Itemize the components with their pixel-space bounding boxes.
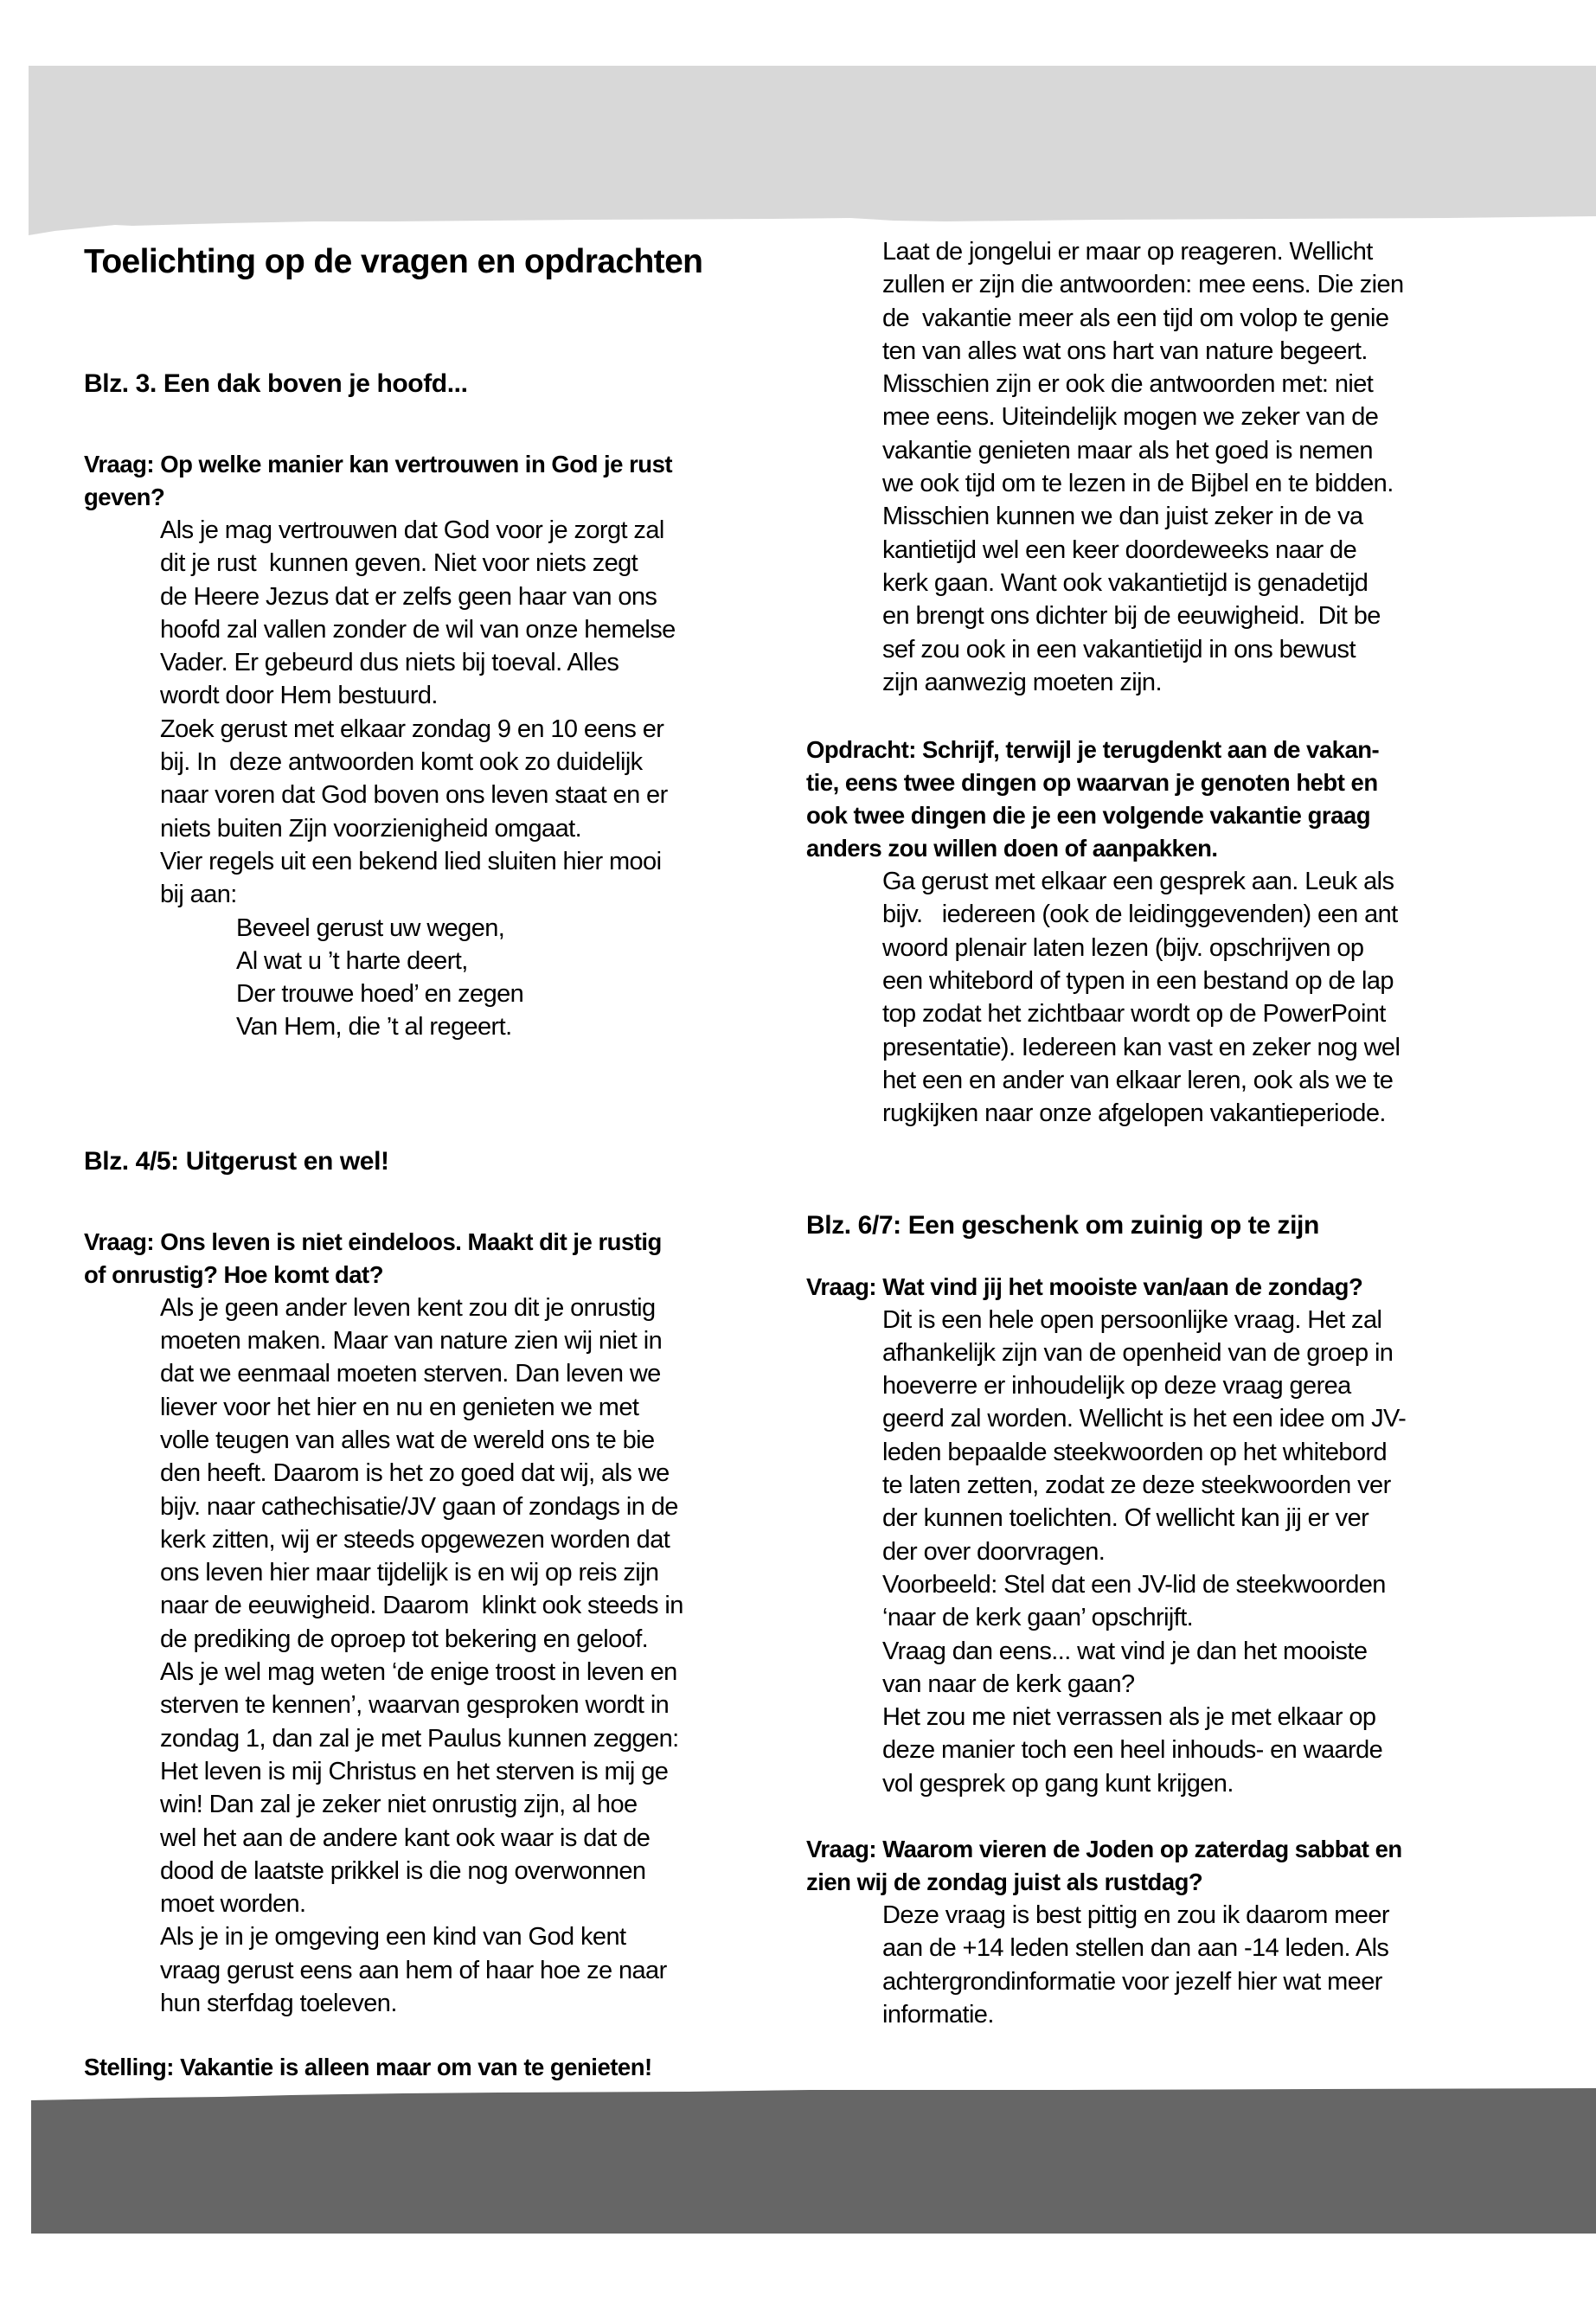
answer-line: hoofd zal vallen zonder de wil van onze hemelse — [160, 615, 676, 644]
assignment-heading — [806, 734, 1524, 865]
answer-line: dood de laatste prikkel is die nog overwonnen — [160, 1856, 646, 1885]
torn-paper-shape — [29, 66, 1596, 235]
answer-life-not-endless — [160, 1292, 793, 2021]
answer-line: Dit is een hele open persoonlijke vraag. Het zal — [882, 1305, 1382, 1334]
answer-line: dat we eenmaal moeten sterven. Dan leven we — [160, 1360, 661, 1388]
answer-line: sef zou ook in een vakantietijd in ons bewust — [882, 635, 1356, 663]
answer-line: leden bepaalde steekwoorden op het whitebord — [882, 1438, 1388, 1466]
question-trust-god — [84, 448, 793, 514]
answer-line: naar voren dat God boven ons leven staat en er — [160, 781, 668, 810]
answer-line: bij aan: — [160, 881, 237, 909]
answer-line: de Heere Jezus dat er zelfs geen haar van ons — [160, 582, 657, 611]
verse-line: Al wat u ’t harte deert, — [236, 946, 468, 975]
answer-line: achtergrondinformatie voor jezelf hier wat meer — [882, 1967, 1382, 1996]
left-column — [84, 235, 793, 2084]
right-column — [806, 235, 1524, 2031]
answer-line: vakantie genieten maar als het goed is nemen — [882, 436, 1373, 465]
answer-line: kerk gaan. Want ook vakantietijd is genadetijd — [882, 568, 1368, 597]
answer-line: woord plenair laten lezen (bijv. opschrijven op — [882, 933, 1364, 962]
answer-line: zijn aanwezig moeten zijn. — [882, 668, 1162, 696]
answer-line: hoeverre er inhoudelijk op deze vraag gerea — [882, 1372, 1351, 1400]
answer-line: niets buiten Zijn voorzienigheid omgaat. — [160, 814, 582, 843]
answer-line: ‘naar de kerk gaan’ opschrijft. — [882, 1604, 1194, 1632]
answer-line: bij. In deze antwoorden komt ook zo duidelijk — [160, 748, 643, 777]
verse-line: Van Hem, die ’t al regeert. — [236, 1013, 512, 1042]
answer-line: zondag 1, dan zal je met Paulus kunnen zeggen: — [160, 1724, 679, 1753]
assignment-line: anders zou willen doen of aanpakken. — [806, 835, 1218, 862]
question-sabbath — [806, 1833, 1524, 1899]
question-line: Vraag: Ons leven is niet eindeloos. Maakt dit je rustig — [84, 1227, 662, 1255]
answer-line: liever voor het hier en nu en genieten we met — [160, 1393, 639, 1421]
answer-line: volle teugen van alles wat de wereld ons te bie — [160, 1426, 655, 1454]
answer-line: sterven te kennen’, waarvan gesproken wordt in — [160, 1691, 670, 1720]
question-line: Vraag: Waarom vieren de Joden op zaterdag sabbat en — [806, 1835, 1402, 1862]
question-sunday-best: Vraag: Wat vind jij het mooiste van/aan de zondag? — [806, 1272, 1363, 1300]
section-heading-blz67: Blz. 6/7: Een geschenk om zuinig op te zijn — [806, 1210, 1319, 1240]
torn-paper-shape — [31, 2088, 1596, 2235]
question-line: geven? — [84, 484, 165, 510]
page-title: Toelichting op de vragen en opdrachten — [84, 243, 703, 280]
answer-line: afhankelijk zijn van de openheid van de groep in — [882, 1338, 1394, 1367]
answer-line: kerk zitten, wij er steeds opgewezen worden dat — [160, 1525, 670, 1554]
answer-line: te laten zetten, zodat ze deze steekwoorden ver — [882, 1471, 1391, 1500]
answer-line: de prediking de oproep tot bekering en geloof. — [160, 1625, 649, 1653]
answer-line: Het zou me niet verrassen als je met elkaar op — [882, 1703, 1376, 1732]
answer-line: zullen er zijn die antwoorden: mee eens. Die zien — [882, 271, 1404, 299]
answer-line: het een en ander van elkaar leren, ook als we te — [882, 1066, 1394, 1094]
answer-line: bijv. naar cathechisatie/JV gaan of zondags in de — [160, 1492, 678, 1521]
answer-line: moeten maken. Maar van nature zien wij niet in — [160, 1327, 663, 1356]
answer-line: hun sterfdag toeleven. — [160, 1989, 397, 2017]
verse-line: Der trouwe hoed’ en zegen — [236, 980, 524, 1009]
answer-line: Misschien zijn er ook die antwoorden met: niet — [882, 370, 1374, 399]
answer-assignment — [882, 865, 1524, 1130]
answer-line: en brengt ons dichter bij de eeuwigheid. Dit be — [882, 602, 1381, 631]
answer-line: Het leven is mij Christus en het sterven is mij ge — [160, 1757, 669, 1785]
answer-line: deze manier toch een heel inhouds- en waarde — [882, 1736, 1383, 1765]
answer-line: Als je geen ander leven kent zou dit je onrustig — [160, 1293, 656, 1322]
answer-line: Voorbeeld: Stel dat een JV-lid de steekwoorden — [882, 1570, 1386, 1599]
answer-line: Misschien kunnen we dan juist zeker in de va — [882, 503, 1363, 531]
answer-line: top zodat het zichtbaar wordt op de PowerPoint — [882, 1000, 1386, 1029]
footer-banner — [31, 2088, 1596, 2235]
header-banner — [29, 66, 1596, 235]
hymn-verse — [236, 912, 793, 1044]
question-life-not-endless — [84, 1226, 793, 1292]
answer-sabbath — [882, 1899, 1524, 2031]
question-line: Vraag: Op welke manier kan vertrouwen in God je rust — [84, 451, 673, 478]
answer-line: der over doorvragen. — [882, 1537, 1106, 1566]
answer-line: een whitebord of typen in een bestand op de lap — [882, 967, 1394, 996]
answer-line: vol gesprek op gang kunt krijgen. — [882, 1769, 1234, 1798]
answer-line: Laat de jongelui er maar op reageren. Wellicht — [882, 238, 1373, 266]
answer-line: moet worden. — [160, 1890, 306, 1919]
answer-line: de vakantie meer als een tijd om volop te genie — [882, 304, 1389, 332]
answer-trust-god — [160, 514, 793, 1044]
answer-line: aan de +14 leden stellen dan aan -14 leden. Als — [882, 1934, 1389, 1963]
answer-line: Vier regels uit een bekend lied sluiten hier mooi — [160, 847, 662, 875]
section-heading-blz3: Blz. 3. Een dak boven je hoofd... — [84, 369, 468, 398]
answer-line: mee eens. Uiteindelijk mogen we zeker van de — [882, 403, 1379, 432]
answer-line: we ook tijd om te lezen in de Bijbel en te bidden. — [882, 470, 1394, 498]
verse-line: Beveel gerust uw wegen, — [236, 913, 505, 942]
answer-line: ons leven hier maar tijdelijk is en wij op reis zijn — [160, 1559, 659, 1587]
assignment-line: Opdracht: Schrijf, terwijl je terugdenkt aan de vakan- — [806, 736, 1380, 764]
answer-line: win! Dan zal je zeker niet onrustig zijn, al hoe — [160, 1791, 638, 1819]
answer-line: naar de eeuwigheid. Daarom klinkt ook steeds in — [160, 1592, 683, 1620]
assignment-line: ook twee dingen die je een volgende vakantie graag — [806, 802, 1370, 830]
assignment-line: tie, eens twee dingen op waarvan je genoten hebt en — [806, 769, 1378, 797]
answer-line: kantietijd wel een keer doordeweeks naar de — [882, 535, 1357, 564]
answer-line: vraag gerust eens aan hem of haar hoe ze naar — [160, 1956, 667, 1984]
answer-line: Deze vraag is best pittig en zou ik daarom meer — [882, 1900, 1389, 1929]
answer-line: den heeft. Daarom is het zo goed dat wij, als we — [160, 1459, 670, 1488]
answer-line: Als je wel mag weten ‘de enige troost in leven en — [160, 1658, 677, 1687]
answer-statement-vacation — [882, 235, 1524, 699]
answer-line: informatie. — [882, 2000, 994, 2029]
question-line: zien wij de zondag juist als rustdag? — [806, 1868, 1203, 1895]
section-heading-blz45: Blz. 4/5: Uitgerust en wel! — [84, 1146, 389, 1176]
answer-line: Vader. Er gebeurd dus niets bij toeval. Alles — [160, 649, 619, 677]
answer-line: presentatie). Iedereen kan vast en zeker nog wel — [882, 1033, 1401, 1061]
answer-line: der kunnen toelichten. Of wellicht kan jij er ver — [882, 1504, 1369, 1533]
answer-line: bijv. iedereen (ook de leidinggevenden) een ant — [882, 901, 1398, 929]
answer-line: wordt door Hem bestuurd. — [160, 682, 438, 710]
answer-line: Ga gerust met elkaar een gesprek aan. Leuk als — [882, 868, 1394, 896]
statement-vacation: Stelling: Vakantie is alleen maar om van te genieten! — [84, 2054, 652, 2081]
answer-line: ten van alles wat ons hart van nature begeert. — [882, 336, 1368, 365]
answer-line: Zoek gerust met elkaar zondag 9 en 10 eens er — [160, 715, 664, 743]
answer-line: geerd zal worden. Wellicht is het een idee om JV- — [882, 1405, 1407, 1433]
answer-sunday-best — [882, 1304, 1524, 1800]
answer-line: dit je rust kunnen geven. Niet voor niets zegt — [160, 549, 638, 578]
answer-line: Als je in je omgeving een kind van God kent — [160, 1923, 626, 1952]
answer-line: Als je mag vertrouwen dat God voor je zorgt zal — [160, 516, 664, 544]
answer-line: rugkijken naar onze afgelopen vakantieperiode. — [882, 1099, 1386, 1128]
answer-line: van naar de kerk gaan? — [882, 1670, 1135, 1698]
question-line: of onrustig? Hoe komt dat? — [84, 1260, 384, 1288]
answer-line: wel het aan de andere kant ook waar is dat de — [160, 1823, 651, 1852]
answer-line: Vraag dan eens... wat vind je dan het mooiste — [882, 1637, 1368, 1665]
